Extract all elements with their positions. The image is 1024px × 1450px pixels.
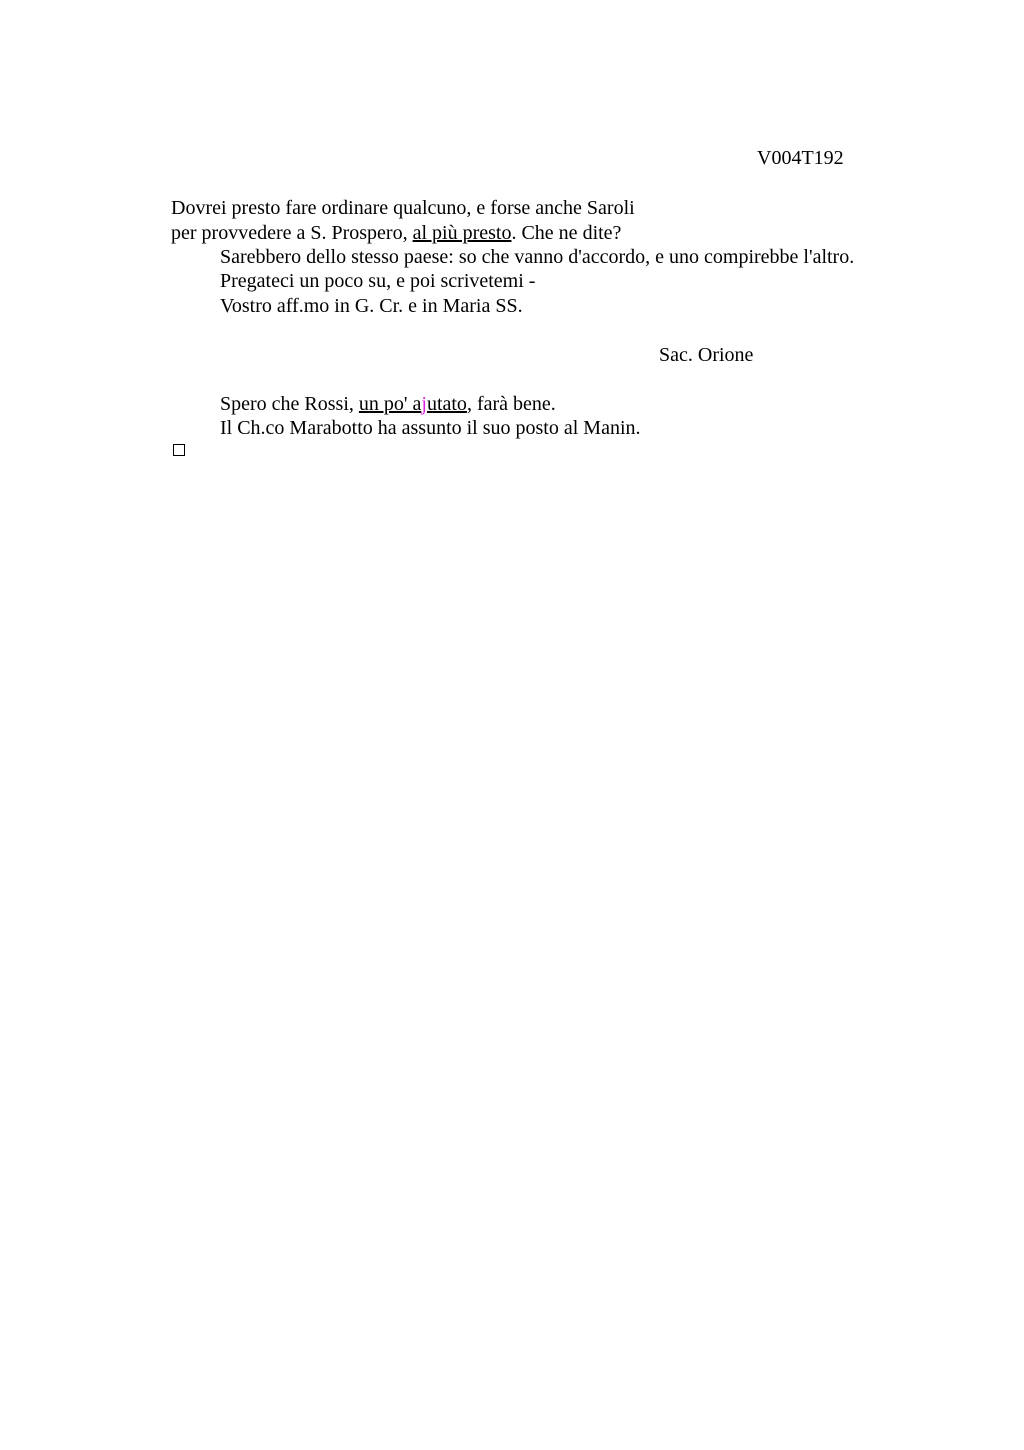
letter-line-3: Sarebbero dello stesso paese: so che vanno d'accordo, e uno compirebbe l'altro. [220, 246, 855, 268]
letter-line-2-end: . Che ne dite? [511, 222, 622, 244]
postscript-line-1 [220, 392, 556, 416]
letter-line-2 [171, 221, 621, 245]
letter-line-4: Pregateci un poco su, e poi scrivetemi - [220, 270, 536, 292]
postscript-line-2: Il Ch.co Marabotto ha assunto il suo posto al Manin. [220, 417, 641, 439]
underlined-phrase-b: utato [426, 393, 467, 415]
document-id: V004T192 [757, 147, 844, 169]
underlined-phrase: al più presto [412, 222, 512, 244]
postscript-1-end: , farà bene. [466, 393, 556, 415]
underlined-phrase-a: un po' a [358, 393, 422, 415]
letter-closing: Vostro aff.mo in G. Cr. e in Maria SS. [220, 295, 523, 317]
highlighted-letter: j [421, 393, 427, 415]
signature: Sac. Orione [659, 344, 754, 366]
empty-square-icon [173, 444, 185, 456]
postscript-1-start: Spero che Rossi, [220, 393, 359, 415]
letter-line-2-start: per provvedere a S. Prospero, [171, 222, 413, 244]
letter-line-1: Dovrei presto fare ordinare qualcuno, e forse anche Saroli [171, 197, 635, 219]
